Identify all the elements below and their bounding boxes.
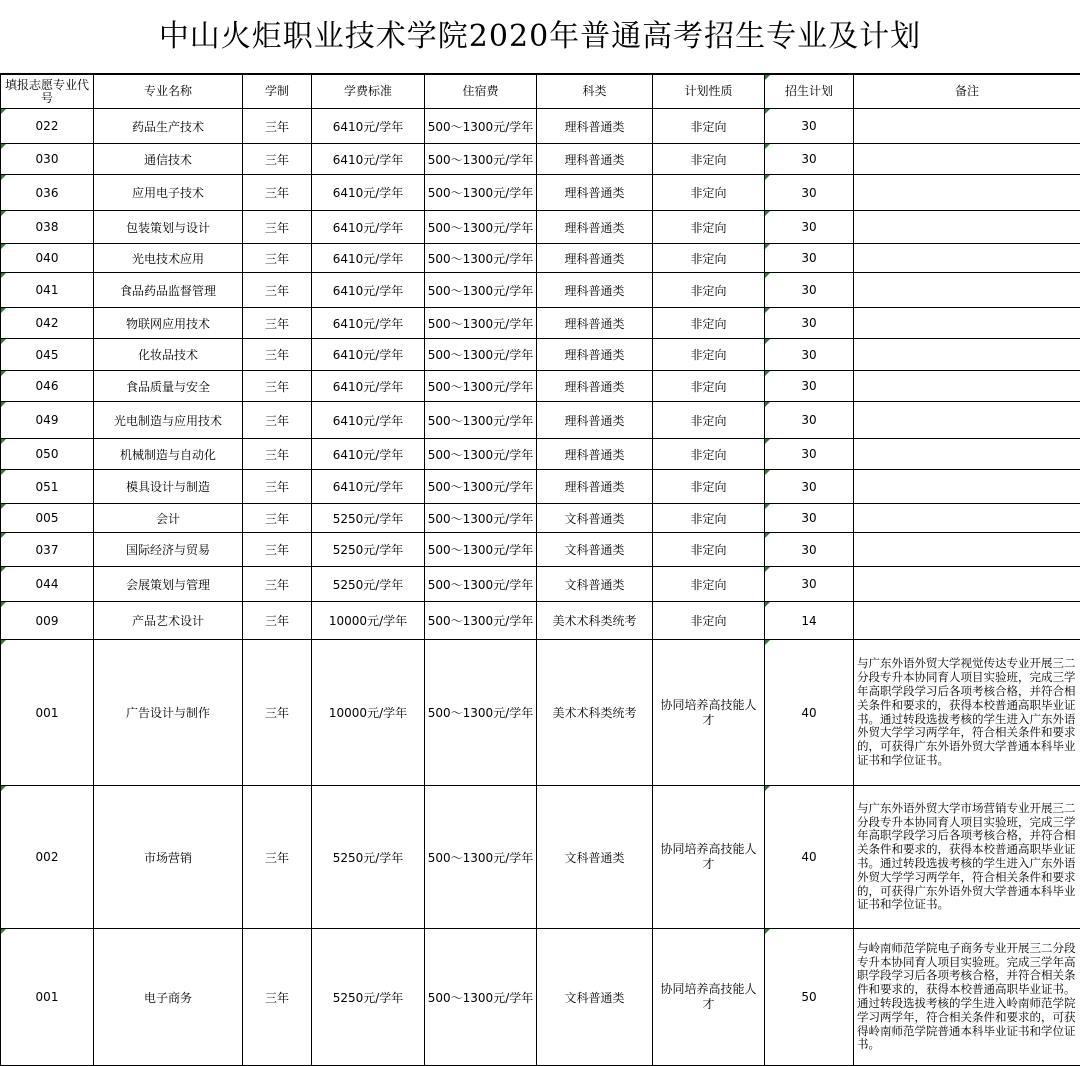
cell-code: 050 — [1, 439, 94, 470]
cell-tuition: 6410元/学年 — [312, 144, 425, 175]
cell-major: 物联网应用技术 — [94, 308, 243, 339]
cell-tuition: 6410元/学年 — [312, 175, 425, 211]
cell-dorm: 500～1300元/学年 — [425, 786, 537, 929]
header-tuition: 学费标准 — [312, 75, 425, 109]
cell-major: 包装策划与设计 — [94, 211, 243, 244]
cell-dorm: 500～1300元/学年 — [425, 402, 537, 439]
cell-code: 044 — [1, 567, 94, 602]
cell-subject: 理科普通类 — [537, 211, 653, 244]
cell-dorm: 500～1300元/学年 — [425, 339, 537, 371]
cell-remark — [854, 567, 1080, 602]
cell-tuition: 5250元/学年 — [312, 533, 425, 567]
cell-major: 电子商务 — [94, 929, 243, 1066]
cell-duration: 三年 — [243, 402, 312, 439]
table-body — [1, 109, 1080, 1066]
cell-code: 036 — [1, 175, 94, 211]
cell-subject: 理科普通类 — [537, 144, 653, 175]
table-row — [1, 640, 1080, 786]
cell-plan: 30 — [765, 567, 854, 602]
cell-major: 产品艺术设计 — [94, 602, 243, 640]
cell-major: 化妆品技术 — [94, 339, 243, 371]
cell-duration: 三年 — [243, 533, 312, 567]
cell-major: 会计 — [94, 504, 243, 533]
cell-remark — [854, 504, 1080, 533]
cell-tuition: 5250元/学年 — [312, 504, 425, 533]
header-duration: 学制 — [243, 75, 312, 109]
table-row — [1, 211, 1080, 244]
cell-remark — [854, 371, 1080, 402]
cell-duration: 三年 — [243, 308, 312, 339]
cell-subject: 理科普通类 — [537, 109, 653, 144]
cell-subject: 理科普通类 — [537, 402, 653, 439]
cell-nature: 非定向 — [653, 533, 765, 567]
table-row — [1, 504, 1080, 533]
table-row — [1, 175, 1080, 211]
cell-code: 045 — [1, 339, 94, 371]
cell-duration: 三年 — [243, 504, 312, 533]
cell-plan: 50 — [765, 929, 854, 1066]
cell-plan: 30 — [765, 533, 854, 567]
cell-tuition: 6410元/学年 — [312, 439, 425, 470]
cell-subject: 文科普通类 — [537, 929, 653, 1066]
cell-code: 041 — [1, 273, 94, 308]
cell-plan: 30 — [765, 109, 854, 144]
table-row — [1, 371, 1080, 402]
cell-remark: 与岭南师范学院电子商务专业开展三二分段专升本协同育人项目实验班。完成三学年高职学段学习后各项考核合格，并符合相关条件和要求的，获得本校普通高职毕业证书。通过转段选拔考核的学生进入岭南师范学院学习两学年，符合相关条件和要求的，可获得岭南师范学院普通本科毕业证书和学位证书。 — [854, 929, 1080, 1066]
header-plan: 招生计划 — [765, 75, 854, 109]
cell-nature: 非定向 — [653, 244, 765, 273]
cell-tuition: 6410元/学年 — [312, 470, 425, 504]
cell-dorm: 500～1300元/学年 — [425, 144, 537, 175]
cell-tuition: 10000元/学年 — [312, 640, 425, 786]
cell-major: 会展策划与管理 — [94, 567, 243, 602]
cell-duration: 三年 — [243, 640, 312, 786]
table-row — [1, 567, 1080, 602]
cell-duration: 三年 — [243, 339, 312, 371]
cell-dorm: 500～1300元/学年 — [425, 929, 537, 1066]
cell-dorm: 500～1300元/学年 — [425, 211, 537, 244]
cell-nature: 非定向 — [653, 504, 765, 533]
cell-tuition: 6410元/学年 — [312, 211, 425, 244]
cell-code: 005 — [1, 504, 94, 533]
table-row — [1, 308, 1080, 339]
cell-remark: 与广东外语外贸大学视觉传达专业开展三二分段专升本协同育人项目实验班，完成三学年高职学段学习后各项考核合格，并符合相关条件和要求的，获得本校普通高职毕业证书。通过转段选拔考核的学生进入广东外语外贸大学学习两学年，符合相关条件和要求的，可获得广东外语外贸大学普通本科毕业证书和学位证书。 — [854, 640, 1080, 786]
cell-dorm: 500～1300元/学年 — [425, 567, 537, 602]
header-nature: 计划性质 — [653, 75, 765, 109]
cell-dorm: 500～1300元/学年 — [425, 109, 537, 144]
cell-code: 046 — [1, 371, 94, 402]
cell-dorm: 500～1300元/学年 — [425, 504, 537, 533]
cell-remark — [854, 244, 1080, 273]
cell-nature: 非定向 — [653, 439, 765, 470]
cell-major: 光电技术应用 — [94, 244, 243, 273]
cell-plan: 30 — [765, 308, 854, 339]
cell-duration: 三年 — [243, 273, 312, 308]
cell-code: 022 — [1, 109, 94, 144]
cell-nature: 非定向 — [653, 211, 765, 244]
cell-duration: 三年 — [243, 439, 312, 470]
cell-major: 模具设计与制造 — [94, 470, 243, 504]
cell-duration: 三年 — [243, 371, 312, 402]
cell-tuition: 6410元/学年 — [312, 339, 425, 371]
cell-nature: 非定向 — [653, 144, 765, 175]
cell-remark — [854, 211, 1080, 244]
cell-major: 市场营销 — [94, 786, 243, 929]
cell-plan: 40 — [765, 786, 854, 929]
cell-remark — [854, 144, 1080, 175]
cell-remark — [854, 175, 1080, 211]
cell-subject: 理科普通类 — [537, 175, 653, 211]
cell-tuition: 6410元/学年 — [312, 273, 425, 308]
cell-subject: 理科普通类 — [537, 308, 653, 339]
cell-plan: 30 — [765, 244, 854, 273]
header-dorm: 住宿费 — [425, 75, 537, 109]
cell-tuition: 6410元/学年 — [312, 109, 425, 144]
cell-tuition: 5250元/学年 — [312, 786, 425, 929]
cell-subject: 美术术科类统考 — [537, 640, 653, 786]
table-row — [1, 144, 1080, 175]
cell-subject: 理科普通类 — [537, 371, 653, 402]
cell-nature: 非定向 — [653, 109, 765, 144]
cell-major: 食品药品监督管理 — [94, 273, 243, 308]
cell-code: 001 — [1, 929, 94, 1066]
table-row — [1, 602, 1080, 640]
cell-code: 042 — [1, 308, 94, 339]
cell-remark — [854, 533, 1080, 567]
cell-duration: 三年 — [243, 929, 312, 1066]
cell-subject: 理科普通类 — [537, 339, 653, 371]
cell-tuition: 6410元/学年 — [312, 308, 425, 339]
cell-plan: 30 — [765, 175, 854, 211]
cell-duration: 三年 — [243, 109, 312, 144]
cell-subject: 理科普通类 — [537, 273, 653, 308]
header-major: 专业名称 — [94, 75, 243, 109]
cell-plan: 30 — [765, 470, 854, 504]
cell-remark: 与广东外语外贸大学市场营销专业开展三二分段专升本协同育人项目实验班，完成三学年高职学段学习后各项考核合格，并符合相关条件和要求的，获得本校普通高职毕业证书。通过转段选拔考核的学生进入广东外语外贸大学学习两学年，符合相关条件和要求的，可获得广东外语外贸大学普通本科毕业证书和学位证书。 — [854, 786, 1080, 929]
cell-dorm: 500～1300元/学年 — [425, 602, 537, 640]
cell-tuition: 10000元/学年 — [312, 602, 425, 640]
cell-nature: 非定向 — [653, 371, 765, 402]
header-subject: 科类 — [537, 75, 653, 109]
table-row — [1, 533, 1080, 567]
cell-plan: 40 — [765, 640, 854, 786]
cell-dorm: 500～1300元/学年 — [425, 244, 537, 273]
cell-plan: 30 — [765, 439, 854, 470]
cell-duration: 三年 — [243, 567, 312, 602]
cell-plan: 30 — [765, 144, 854, 175]
cell-dorm: 500～1300元/学年 — [425, 175, 537, 211]
cell-duration: 三年 — [243, 144, 312, 175]
cell-nature: 非定向 — [653, 339, 765, 371]
cell-major: 广告设计与制作 — [94, 640, 243, 786]
cell-remark — [854, 602, 1080, 640]
cell-nature: 非定向 — [653, 308, 765, 339]
cell-subject: 文科普通类 — [537, 786, 653, 929]
cell-plan: 30 — [765, 273, 854, 308]
cell-nature: 协同培养高技能人才 — [653, 786, 765, 929]
cell-tuition: 6410元/学年 — [312, 402, 425, 439]
cell-remark — [854, 470, 1080, 504]
cell-duration: 三年 — [243, 602, 312, 640]
cell-dorm: 500～1300元/学年 — [425, 371, 537, 402]
cell-subject: 理科普通类 — [537, 439, 653, 470]
cell-plan: 14 — [765, 602, 854, 640]
cell-code: 001 — [1, 640, 94, 786]
table-row — [1, 929, 1080, 1066]
cell-tuition: 6410元/学年 — [312, 371, 425, 402]
cell-code: 049 — [1, 402, 94, 439]
cell-major: 药品生产技术 — [94, 109, 243, 144]
cell-nature: 非定向 — [653, 175, 765, 211]
cell-nature: 非定向 — [653, 470, 765, 504]
cell-code: 038 — [1, 211, 94, 244]
cell-tuition: 6410元/学年 — [312, 244, 425, 273]
cell-code: 040 — [1, 244, 94, 273]
cell-duration: 三年 — [243, 211, 312, 244]
cell-nature: 非定向 — [653, 602, 765, 640]
cell-remark — [854, 273, 1080, 308]
cell-duration: 三年 — [243, 470, 312, 504]
cell-nature: 非定向 — [653, 402, 765, 439]
table-row — [1, 439, 1080, 470]
cell-major: 光电制造与应用技术 — [94, 402, 243, 439]
table-row — [1, 109, 1080, 144]
cell-plan: 30 — [765, 371, 854, 402]
cell-major: 国际经济与贸易 — [94, 533, 243, 567]
cell-tuition: 5250元/学年 — [312, 567, 425, 602]
cell-subject: 文科普通类 — [537, 504, 653, 533]
table-row — [1, 470, 1080, 504]
cell-dorm: 500～1300元/学年 — [425, 273, 537, 308]
table-row — [1, 273, 1080, 308]
cell-code: 051 — [1, 470, 94, 504]
cell-plan: 30 — [765, 211, 854, 244]
cell-nature: 非定向 — [653, 567, 765, 602]
cell-subject: 美术术科类统考 — [537, 602, 653, 640]
cell-subject: 理科普通类 — [537, 470, 653, 504]
cell-code: 030 — [1, 144, 94, 175]
cell-duration: 三年 — [243, 175, 312, 211]
cell-nature: 协同培养高技能人才 — [653, 929, 765, 1066]
cell-duration: 三年 — [243, 786, 312, 929]
cell-dorm: 500～1300元/学年 — [425, 533, 537, 567]
table-row — [1, 786, 1080, 929]
cell-major: 食品质量与安全 — [94, 371, 243, 402]
cell-major: 通信技术 — [94, 144, 243, 175]
cell-major: 机械制造与自动化 — [94, 439, 243, 470]
cell-code: 002 — [1, 786, 94, 929]
table-row — [1, 402, 1080, 439]
cell-code: 037 — [1, 533, 94, 567]
cell-subject: 文科普通类 — [537, 567, 653, 602]
cell-dorm: 500～1300元/学年 — [425, 308, 537, 339]
cell-subject: 理科普通类 — [537, 244, 653, 273]
table-row — [1, 339, 1080, 371]
cell-nature: 协同培养高技能人才 — [653, 640, 765, 786]
cell-remark — [854, 339, 1080, 371]
cell-remark — [854, 402, 1080, 439]
cell-dorm: 500～1300元/学年 — [425, 470, 537, 504]
cell-remark — [854, 109, 1080, 144]
cell-plan: 30 — [765, 504, 854, 533]
cell-nature: 非定向 — [653, 273, 765, 308]
cell-dorm: 500～1300元/学年 — [425, 439, 537, 470]
cell-remark — [854, 308, 1080, 339]
table-header-row — [1, 75, 1080, 109]
cell-plan: 30 — [765, 402, 854, 439]
cell-tuition: 5250元/学年 — [312, 929, 425, 1066]
cell-duration: 三年 — [243, 244, 312, 273]
admission-plan-table — [0, 74, 1080, 1066]
cell-major: 应用电子技术 — [94, 175, 243, 211]
cell-subject: 文科普通类 — [537, 533, 653, 567]
cell-code: 009 — [1, 602, 94, 640]
header-remark: 备注 — [854, 75, 1080, 109]
cell-plan: 30 — [765, 339, 854, 371]
page-title: 中山火炬职业技术学院2020年普通高考招生专业及计划 — [0, 0, 1080, 74]
header-code: 填报志愿专业代号 — [1, 75, 94, 109]
table-row — [1, 244, 1080, 273]
cell-remark — [854, 439, 1080, 470]
cell-dorm: 500～1300元/学年 — [425, 640, 537, 786]
